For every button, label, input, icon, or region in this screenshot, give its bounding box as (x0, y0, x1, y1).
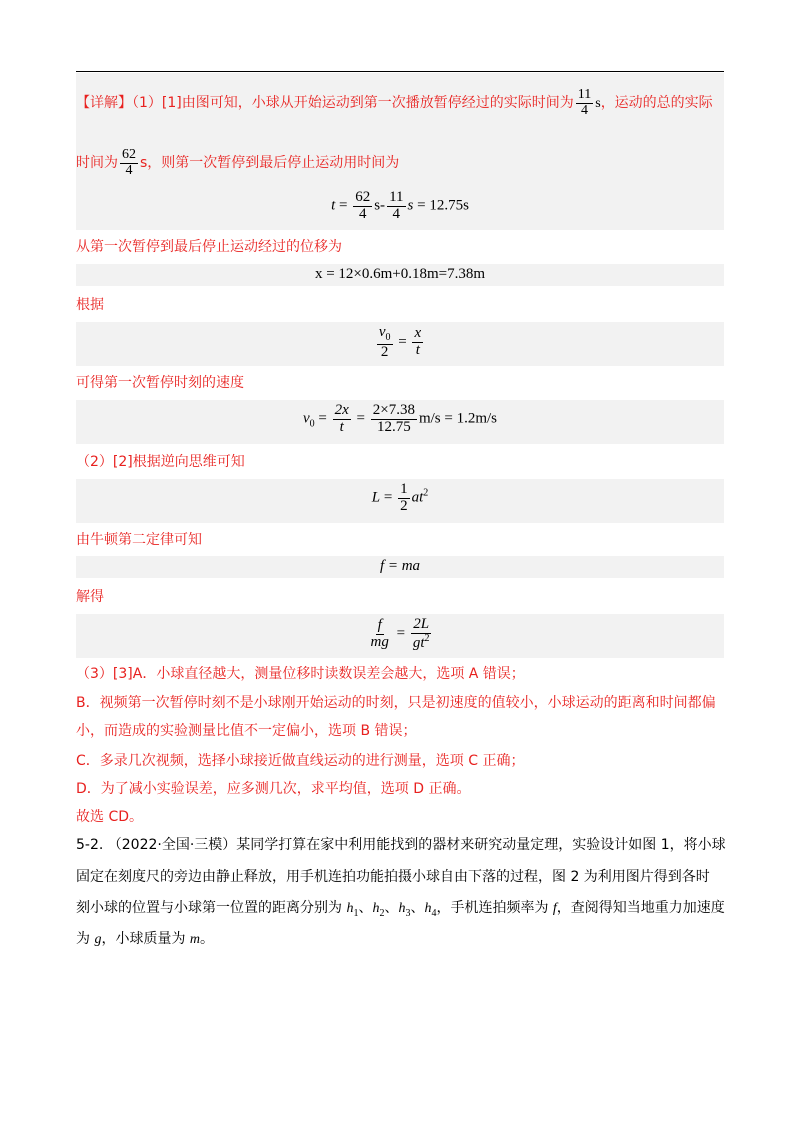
equation-velocity: $v_0$ = $\frac{2x}{t}$ = $\frac{2\times 7.38}{12.75}$ m/s = 1.2m/s (302, 402, 498, 435)
equation-newton: f = ma (379, 558, 421, 574)
text-newton: 由牛顿第二定律可知 (76, 532, 202, 548)
equation-result: $\frac{f}{mg}$ = $\frac{2L}{gt^2}$ (370, 616, 430, 651)
equation-distance: L = $\frac{1}{2}$ $at^2$ (371, 481, 429, 514)
option-d: D．为了减小实验误差，应多测几次，求平均值，选项 D 正确。 (76, 781, 471, 797)
text-part-2: （2）[2]根据逆向思维可知 (76, 454, 245, 470)
option-b-line-1: B．视频第一次暂停时刻不是小球刚开始运动的时刻，只是初速度的值较小，小球运动的距离和时间都偏 (76, 695, 716, 711)
text-solve: 解得 (76, 589, 104, 605)
equation-displacement: x = 12×0.6m+0.18m=7.38m (314, 266, 486, 282)
text-genju: 根据 (76, 297, 104, 313)
header-rule (76, 71, 724, 72)
detail-line-1 (76, 88, 713, 118)
unit-s: s (595, 96, 601, 112)
problem-line-1: 5-2. （2022·全国·三模）某同学打算在家中利用能找到的器材来研究动量定理，实验设计如图 1，将小球 (76, 837, 726, 853)
answer: 故选 CD。 (76, 809, 144, 825)
option-c: C．多录几次视频，选择小球接近做直线运动的进行测量，选项 C 正确； (76, 753, 525, 769)
detail-text-b: ，运动的总的实际 (600, 95, 713, 112)
text-displacement: 从第一次暂停到最后停止运动经过的位移为 (76, 239, 342, 255)
equation-average-velocity: $\frac{v_0}{2}$ = $\frac{x}{t}$ (378, 324, 422, 360)
equation-time: t = $\frac{62}{4}$ s- $\frac{11}{4}$ s = 12.75s (331, 189, 469, 222)
fraction-62-4: $\frac{62}{4}$ (122, 147, 136, 178)
detail-text-c: 时间为 (76, 155, 118, 172)
detail-text-a: （1）[1]由图可知，小球从开始运动到第一次播放暂停经过的实际时间为 (132, 95, 574, 112)
detail-text-d: s，则第一次暂停到最后停止运动用时间为 (140, 155, 400, 172)
problem-line-2: 固定在刻度尺的旁边由静止释放，用手机连拍功能拍摄小球自由下落的过程，图 2 为利用图片得到各时 (76, 869, 710, 885)
fraction-11-4: $\frac{11}{4}$ (577, 87, 592, 118)
detail-line-2 (76, 148, 399, 178)
problem-line-4: 为 g，小球质量为 m。 (76, 931, 215, 947)
text-speed: 可得第一次暂停时刻的速度 (76, 375, 244, 391)
option-a: （3）[3]A．小球直径越大，测量位移时读数误差会越大，选项 A 错误； (76, 666, 525, 682)
option-b-line-2: 小，而造成的实验测量比值不一定偏小，选项 B 错误； (76, 723, 417, 739)
detail-tag: 【详解】 (76, 95, 132, 112)
problem-line-3: 刻小球的位置与小球第一位置的距离分别为 $h_1$、$h_2$、$h_3$、$h_4$，手机连拍频率为 f，查阅得知当地重力加速度 (76, 900, 725, 919)
